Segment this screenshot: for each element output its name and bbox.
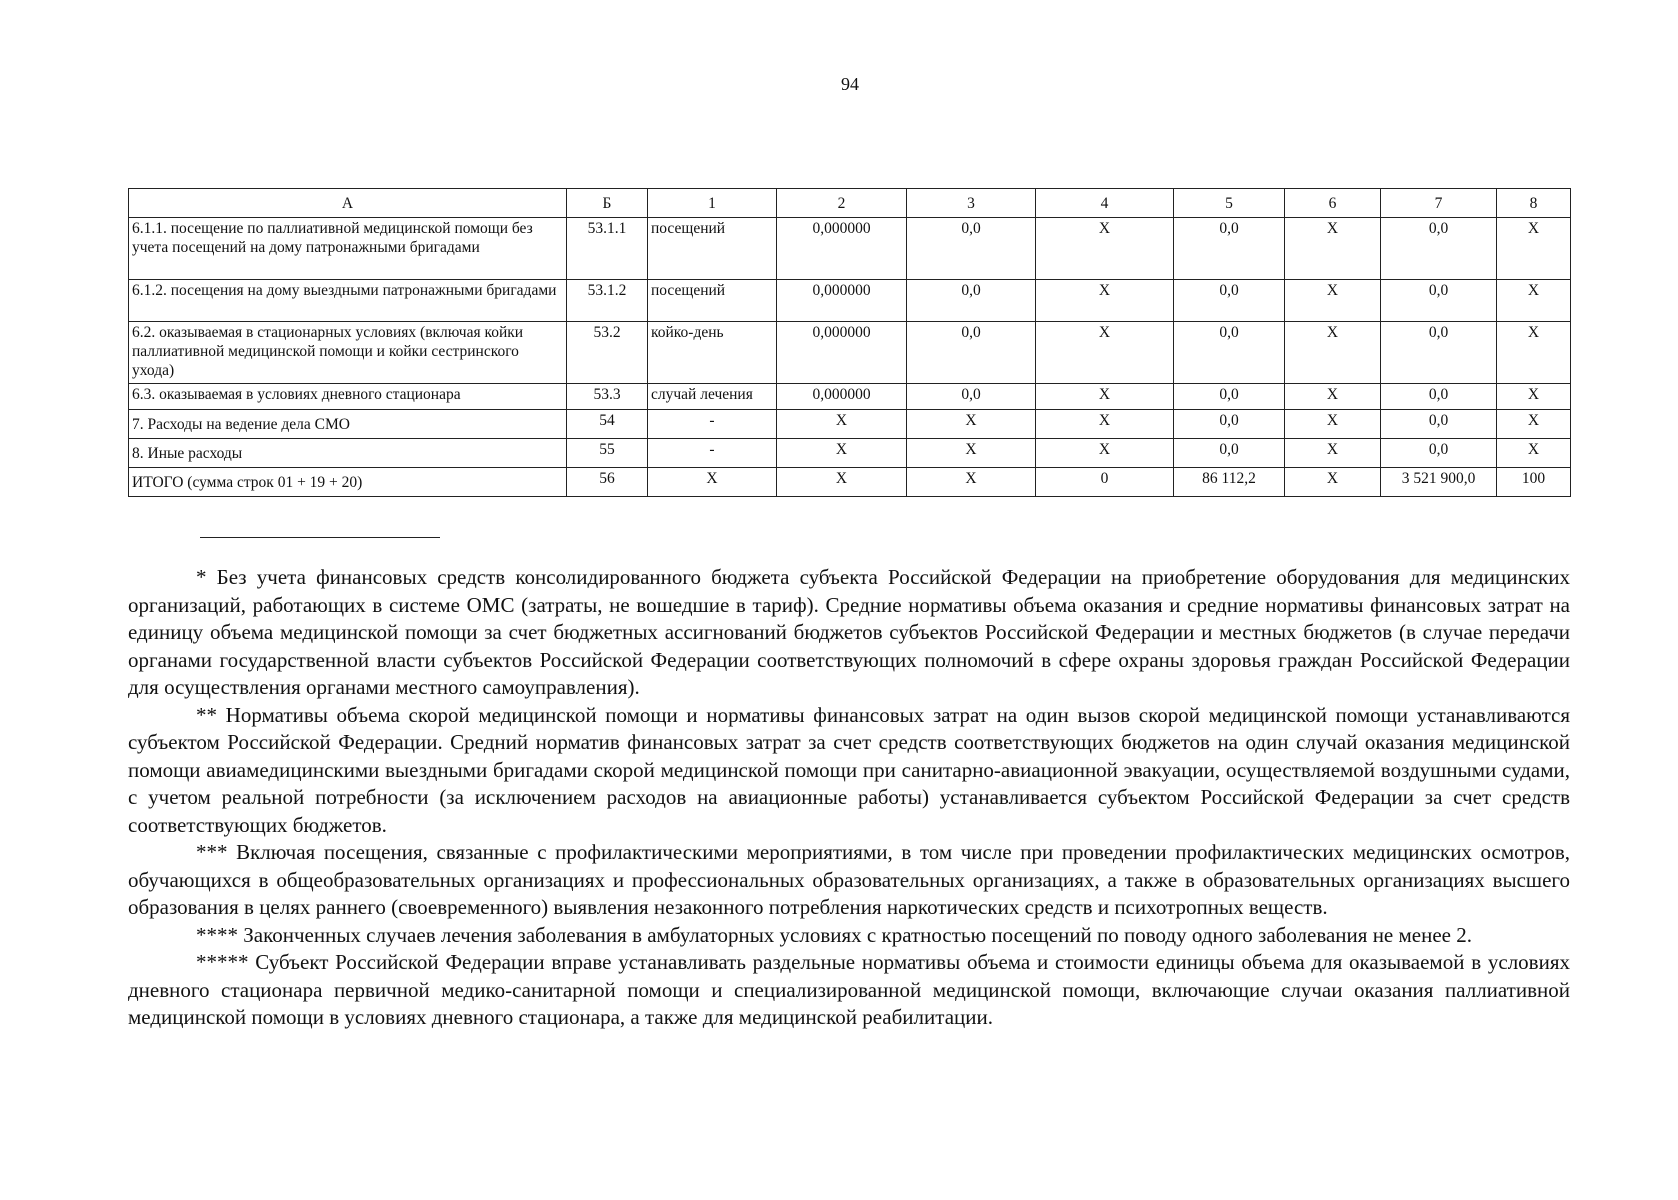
column-header: Б	[567, 189, 648, 218]
table-row	[129, 280, 1571, 322]
value-cell: X	[1036, 280, 1174, 322]
value-cell: 0,0	[1174, 218, 1285, 280]
row-name-cell: 6.2. оказываемая в стационарных условиях (включая койки паллиативной медицинской помощи и койки сестринского ухода)	[129, 322, 567, 384]
row-name-cell: 7. Расходы на ведение дела СМО	[129, 410, 567, 439]
table-row	[129, 322, 1571, 384]
value-cell: 0,0	[1381, 280, 1497, 322]
row-code-cell: 53.2	[567, 322, 648, 384]
value-cell: X	[1036, 410, 1174, 439]
table-row	[129, 439, 1571, 468]
value-cell: 0,0	[907, 218, 1036, 280]
value-cell: 0,000000	[777, 280, 907, 322]
value-cell: 0,0	[1174, 280, 1285, 322]
column-header: 7	[1381, 189, 1497, 218]
value-cell: 0,0	[1174, 439, 1285, 468]
value-cell: X	[907, 439, 1036, 468]
value-cell: 0,0	[1381, 384, 1497, 410]
column-header: 5	[1174, 189, 1285, 218]
value-cell: 0,0	[907, 384, 1036, 410]
value-cell: 0,0	[1174, 322, 1285, 384]
value-cell: 3 521 900,0	[1381, 468, 1497, 497]
row-name-cell: ИТОГО (сумма строк 01 + 19 + 20)	[129, 468, 567, 497]
footnote-divider	[200, 537, 440, 538]
value-cell: X	[1497, 439, 1571, 468]
value-cell: 0,0	[1381, 410, 1497, 439]
row-code-cell: 53.3	[567, 384, 648, 410]
row-code-cell: 55	[567, 439, 648, 468]
table-header-row	[129, 189, 1571, 218]
table-row	[129, 384, 1571, 410]
value-cell: 0,0	[1381, 218, 1497, 280]
footnote-4: **** Законченных случаев лечения заболевания в амбулаторных условиях с кратностью посещений по поводу одного заболевания не менее 2.	[196, 922, 1472, 947]
footnote-5: ***** Субъект Российской Федерации вправе устанавливать раздельные нормативы объема и стоимости единицы объема для оказываемой в условиях дневного стационара первичной медико-санитарной помощи и специализированной медицинской помощи, включающие случаи оказания паллиативной медицинской помощи в условиях дневного стационара, а также для медицинской реабилитации.	[128, 950, 1570, 1029]
footnotes	[128, 564, 1570, 1032]
value-cell: 0,0	[1174, 384, 1285, 410]
column-header: 1	[648, 189, 777, 218]
value-cell: 0,0	[907, 322, 1036, 384]
unit-cell: случай лечения	[648, 384, 777, 410]
value-cell: X	[1497, 322, 1571, 384]
value-cell: 0,000000	[777, 218, 907, 280]
column-header: 3	[907, 189, 1036, 218]
value-cell: X	[777, 410, 907, 439]
footnote-3: *** Включая посещения, связанные с профилактическими мероприятиями, в том числе при проведении профилактических медицинских осмотров, обучающихся в общеобразовательных организациях и профессиональных образовательных организациях, а также в образовательных организациях высшего образования в целях раннего (своевременного) выявления незаконного потребления наркотических средств и психотропных веществ.	[128, 840, 1570, 919]
column-header: 8	[1497, 189, 1571, 218]
value-cell: X	[907, 410, 1036, 439]
value-cell: X	[777, 439, 907, 468]
value-cell: X	[1036, 439, 1174, 468]
row-name-cell: 8. Иные расходы	[129, 439, 567, 468]
footnote-2: ** Нормативы объема скорой медицинской помощи и нормативы финансовых затрат на один вызов скорой медицинской помощи устанавливаются субъектом Российской Федерации. Средний норматив финансовых затрат за счет средств соответствующих бюджетов на один случай оказания медицинской помощи авиамедицинскими выездными бригадами скорой медицинской помощи при санитарно-авиационной эвакуации, осуществляемой воздушными судами, с учетом реальной потребности (за исключением расходов на авиационные работы) устанавливается субъектом Российской Федерации за счет средств соответствующих бюджетов.	[128, 702, 1570, 837]
value-cell: X	[907, 468, 1036, 497]
value-cell: X	[1036, 384, 1174, 410]
row-name-cell: 6.1.1. посещение по паллиативной медицинской помощи без учета посещений на дому патронажными бригадами	[129, 218, 567, 280]
value-cell: 0,0	[1381, 439, 1497, 468]
value-cell: X	[1285, 322, 1381, 384]
unit-cell: посещений	[648, 218, 777, 280]
value-cell: 0	[1036, 468, 1174, 497]
page-number: 94	[841, 74, 859, 94]
value-cell: X	[1036, 322, 1174, 384]
column-header: 2	[777, 189, 907, 218]
value-cell: X	[1285, 439, 1381, 468]
table-row	[129, 218, 1571, 280]
footnote-1: * Без учета финансовых средств консолидированного бюджета субъекта Российской Федерации на приобретение оборудования для медицинских организаций, работающих в системе ОМС (затраты, не вошедшие в тариф). Средние нормативы объема оказания и средние нормативы финансовых затрат на единицу объема медицинской помощи за счет бюджетных ассигнований бюджетов субъектов Российской Федерации и местных бюджетов (в случае передачи органами государственной власти субъектов Российской Федерации соответствующих полномочий в сфере охраны здоровья граждан Российской Федерации для осуществления органами местного самоуправления).	[128, 565, 1570, 699]
table-row-total	[129, 468, 1571, 497]
column-header: А	[129, 189, 567, 218]
row-code-cell: 53.1.2	[567, 280, 648, 322]
value-cell: X	[1285, 280, 1381, 322]
value-cell: X	[1036, 218, 1174, 280]
row-name-cell: 6.3. оказываемая в условиях дневного стационара	[129, 384, 567, 410]
table-row	[129, 410, 1571, 439]
value-cell: 0,000000	[777, 384, 907, 410]
unit-cell: X	[648, 468, 777, 497]
value-cell: 0,0	[1174, 410, 1285, 439]
value-cell: X	[1285, 468, 1381, 497]
row-name-cell: 6.1.2. посещения на дому выездными патронажными бригадами	[129, 280, 567, 322]
data-table	[128, 188, 1571, 497]
row-code-cell: 54	[567, 410, 648, 439]
row-code-cell: 53.1.1	[567, 218, 648, 280]
unit-cell: койко-день	[648, 322, 777, 384]
value-cell: 0,0	[907, 280, 1036, 322]
value-cell: X	[1285, 410, 1381, 439]
row-code-cell: 56	[567, 468, 648, 497]
value-cell: 0,0	[1381, 322, 1497, 384]
value-cell: 0,000000	[777, 322, 907, 384]
value-cell: X	[1497, 218, 1571, 280]
value-cell: X	[777, 468, 907, 497]
unit-cell: -	[648, 410, 777, 439]
column-header: 4	[1036, 189, 1174, 218]
value-cell: X	[1497, 410, 1571, 439]
unit-cell: -	[648, 439, 777, 468]
value-cell: X	[1497, 384, 1571, 410]
unit-cell: посещений	[648, 280, 777, 322]
value-cell: X	[1285, 218, 1381, 280]
value-cell: X	[1497, 280, 1571, 322]
value-cell: 86 112,2	[1174, 468, 1285, 497]
column-header: 6	[1285, 189, 1381, 218]
value-cell: 100	[1497, 468, 1571, 497]
value-cell: X	[1285, 384, 1381, 410]
